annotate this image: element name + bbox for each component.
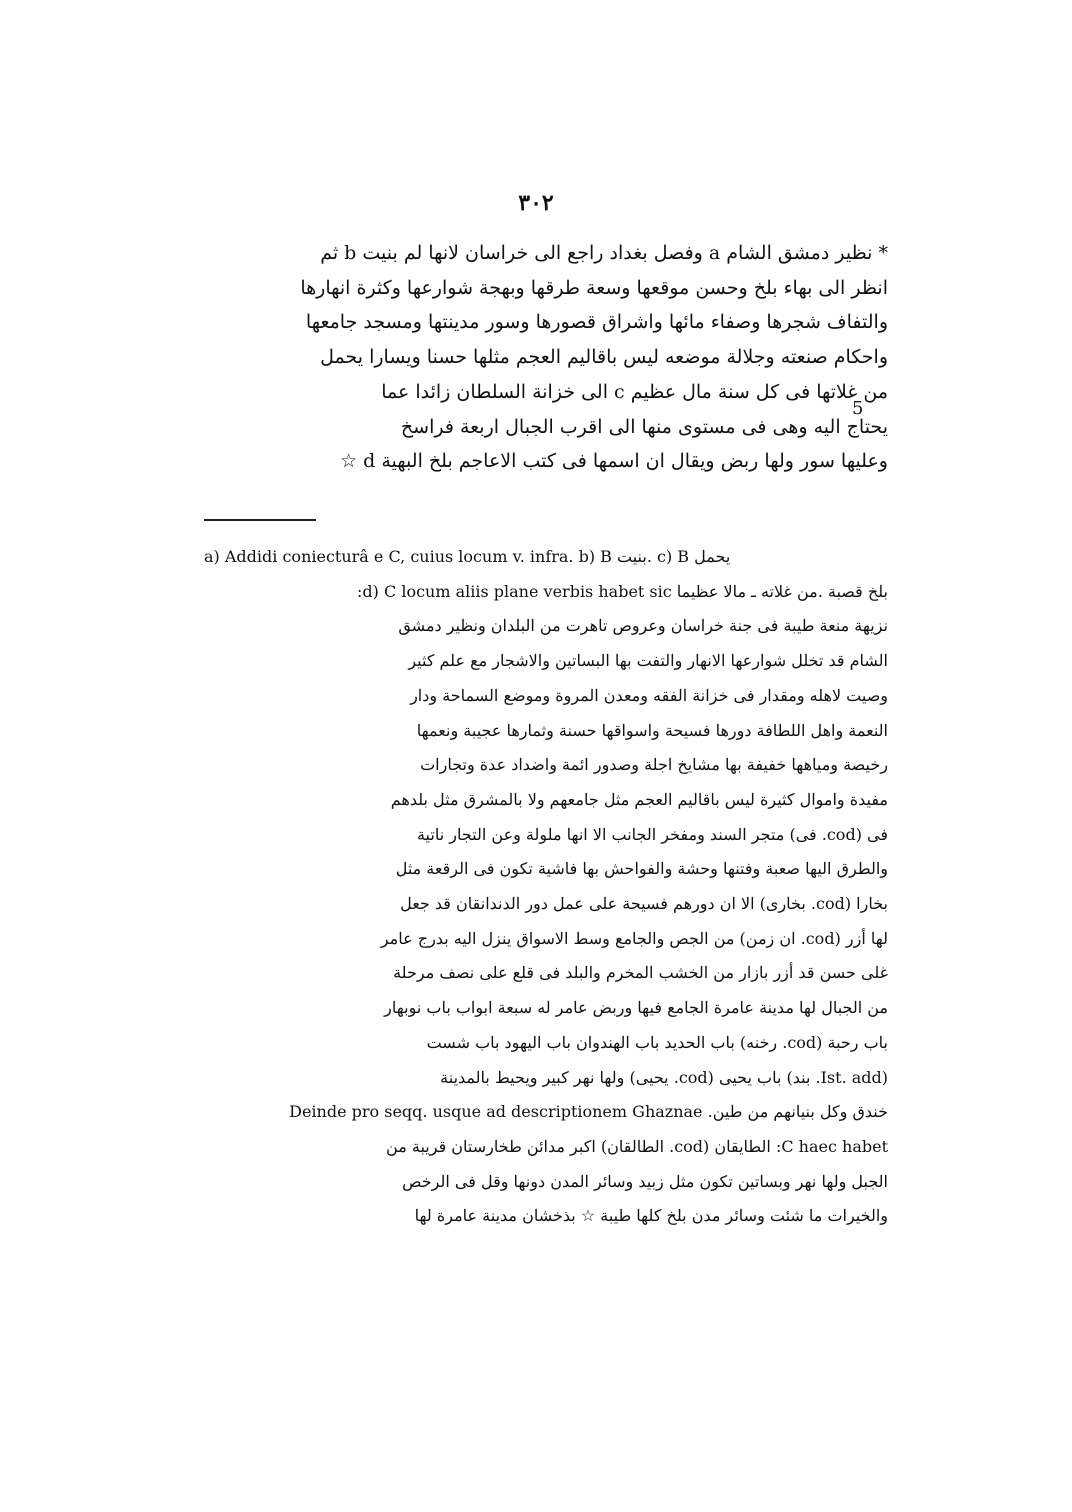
main-text-line: من غلاتها فى كل سنة مال عظيم c الى خزانة السلطان زائدا عما <box>381 380 888 403</box>
main-text <box>186 236 888 479</box>
footnote-line: النعمة واهل اللطافة دورها فسيحة واسواقها حسنة وثمارها عجيبة ونعمها <box>416 720 888 740</box>
main-text-line: والتفاف شجرها وصفاء مائها واشراق قصورها وسور مدينتها ومسجد جامعها <box>305 311 888 334</box>
footnote-line: نزيهة منعة طيبة فى جنة خراسان وعروص تاهرت من البلدان ونظير دمشق <box>398 616 888 636</box>
footnote-line: a) Addidi coniecturâ e C, cuius locum v. infra. b) B بنيت. c) B يحمل <box>204 547 731 566</box>
footnotes <box>204 540 888 1234</box>
footnote-line: خندق وكل بنيانهم من طين. Deinde pro seqq. usque ad descriptionem Ghaznae <box>289 1102 888 1122</box>
footnote-separator <box>204 519 316 521</box>
main-text-line: انظر الى بهاء بلخ وحسن موقعها وسعة طرقها وبهجة شوارعها وكثرة انهارها <box>300 276 888 299</box>
footnote-line: (Ist. add. بند) باب يحيى (cod. يحيى) ولها نهر كبير ويحيط بالمدينة <box>440 1067 888 1087</box>
footnote-line: لها أزر (cod. ان زمن) من الجص والجامع وسط الاسواق ينزل اليه بدرج عامر <box>380 928 888 948</box>
main-text-line: واحكام صنعته وجلالة موضعه ليس باقاليم العجم مثلها حسنا ويسارا يحمل <box>320 346 888 369</box>
main-text-line: وعليها سور ولها ربض ويقال ان اسمها فى كتب الاعاجم بلخ البهية d ☆ <box>340 450 888 473</box>
footnote-line: من الجبال لها مدينة عامرة الجامع فيها وربض عامر له سبعة ابواب باب نوبهار <box>384 998 888 1018</box>
footnote-line: باب رحبة (cod. رخنه) باب الحديد باب الهندوان باب اليهود باب شست <box>426 1032 888 1052</box>
page-number: ٣٠٢ <box>518 190 554 216</box>
footnote-line: الجبل ولها نهر وبساتين تكون مثل زبيد وسائر المدن دونها وقل فى الرخص <box>402 1171 888 1191</box>
footnote-line: رخيصة ومياهها خفيفة بها مشايخ اجلة وصدور ائمة واضداد عدة وتجارات <box>420 755 888 775</box>
line-number-marker: 5 <box>852 398 864 419</box>
footnote-line: فى (cod. فى) متجر السند ومفخر الجانب الا انها ملولة وعن التجار ناتية <box>416 824 888 844</box>
footnote-line: مفيدة واموال كثيرة ليس باقاليم العجم مثل جامعهم ولا بالمشرق مثل بلدهم <box>390 789 888 809</box>
footnote-line: بخارا (cod. بخارى) الا ان دورهم فسيحة على عمل دور الدندانقان قد جعل <box>400 894 888 914</box>
main-text-line: يحتاج اليه وهى فى مستوى منها الى اقرب الجبال اربعة فراسخ <box>400 415 888 438</box>
footnote-line: C haec habet: الطايقان (cod. الطالقان) اكبر مدائن طخارستان قريبة من <box>386 1136 888 1156</box>
footnote-line: بلخ قصبة .من غلاته ـ مالا عظيما d) C locum aliis plane verbis habet sic: <box>357 581 888 601</box>
footnote-line: والطرق اليها صعبة وفتنها وحشة والفواحش بها فاشية تكون فى الرقعة مثل <box>395 859 888 879</box>
footnote-line: الشام قد تخلل شوارعها الانهار والتفت بها البساتين والاشجار مع علم كثير <box>408 651 888 671</box>
footnote-line: وصيت لاهله ومقدار فى خزانة الفقه ومعدن المروة وموضع السماحة ودار <box>410 685 888 705</box>
footnote-line: غلى حسن قد أزر بازار من الخشب المخرم والبلد فى قلع على نصف مرحلة <box>393 963 888 983</box>
footnote-line: والخيرات ما شئت وسائر مدن بلخ كلها طيبة ☆ بذخشان مدينة عامرة لها <box>414 1206 888 1226</box>
main-text-line: * نظير دمشق الشام a وفصل بغداد راجع الى خراسان لانها لم بنيت b ثم <box>320 242 888 264</box>
